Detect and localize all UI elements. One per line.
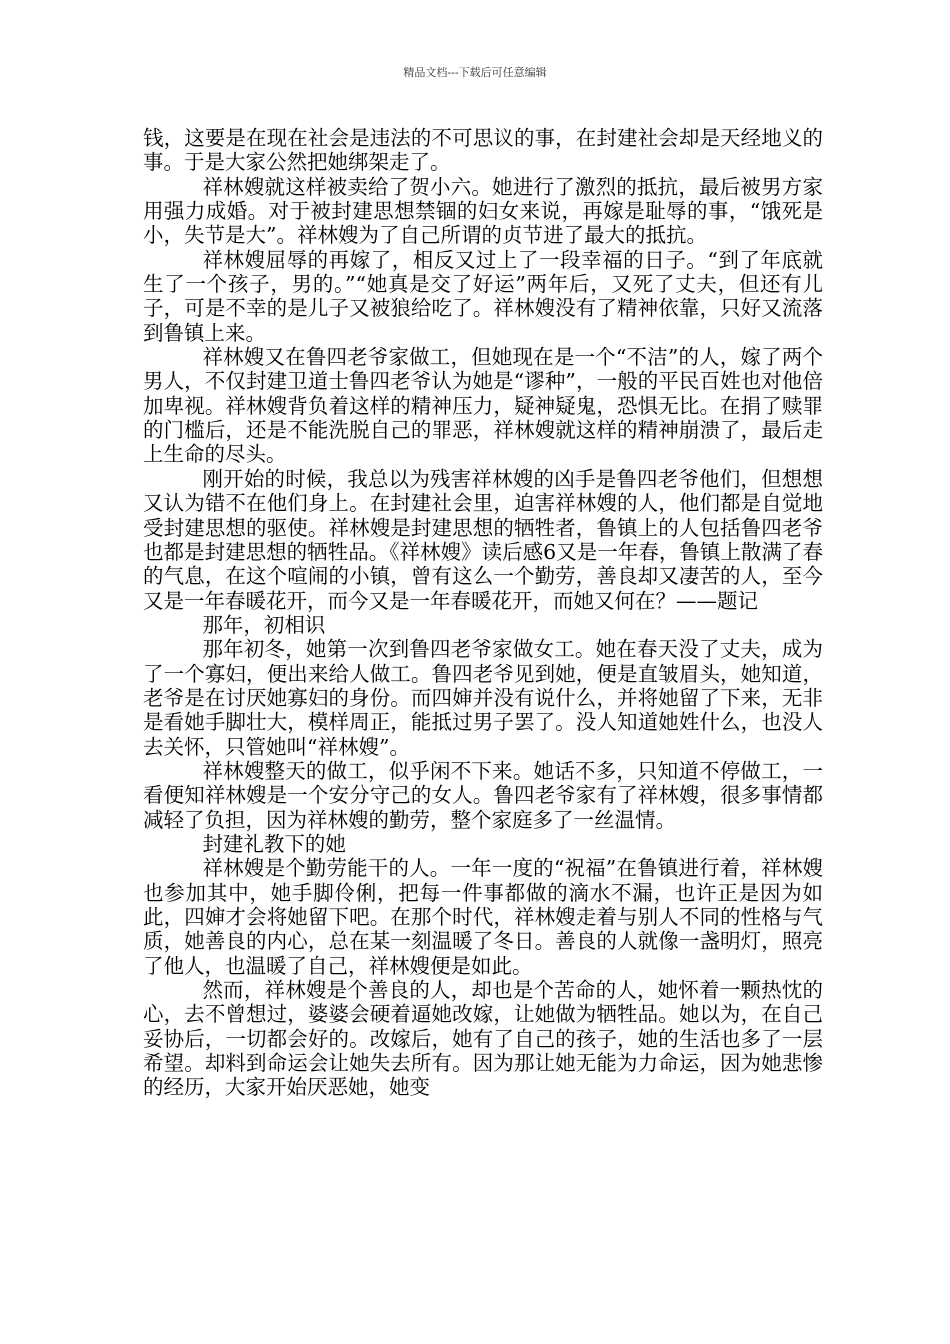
- section-heading: 那年，初相识: [202, 612, 326, 637]
- document-body: [143, 126, 823, 1100]
- paragraph: 那年初冬，她第一次到鲁四老爷家做女工。她在春天没了丈夫，成为了一个寡妇，便出来给人做工。鲁四老爷见到她，便是直皱眉头，她知道，老爷是在讨厌她寡妇的身份。而四婶并没有说什么，并将她留了下来，无非是看她手脚壮大，模样周正，能抵过男子罢了。没人知道她姓什么，也没人去关怀，只管她叫“祥林嫂”。: [143, 637, 823, 759]
- page-header: 精品文档---下载后可任意编辑: [403, 66, 547, 79]
- section-heading: 封建礼教下的她: [202, 831, 346, 856]
- paragraph: 祥林嫂整天的做工，似乎闲不下来。她话不多，只知道不停做工，一看便知祥林嫂是一个安分守己的女人。鲁四老爷家有了祥林嫂，很多事情都减轻了负担，因为祥林嫂的勤劳，整个家庭多了一丝温情。: [143, 758, 823, 832]
- paragraph: 祥林嫂屈辱的再嫁了，相反又过上了一段幸福的日子。“到了年底就生了一个孩子，男的。”“她真是交了好运”两年后，又死了丈夫，但还有儿子，可是不幸的是儿子又被狼给吃了。祥林嫂没有了精神依靠，只好又流落到鲁镇上来。: [143, 247, 823, 345]
- paragraph: 钱，这要是在现在社会是违法的不可思议的事，在封建社会却是天经地义的事。于是大家公然把她绑架走了。: [143, 126, 823, 175]
- paragraph: 刚开始的时候，我总以为残害祥林嫂的凶手是鲁四老爷他们，但想想又认为错不在他们身上。在封建社会里，迫害祥林嫂的人，他们都是自觉地受封建思想的驱使。祥林嫂是封建思想的牺牲者，鲁镇上的人包括鲁四老爷也都是封建思想的牺牲品。《祥林嫂》读后感6又是一年春，鲁镇上散满了春的气息，在这个喧闹的小镇，曾有这么一个勤劳，善良却又凄苦的人，至今又是一年春暖花开，而今又是一年春暖花开，而她又何在？——题记: [143, 466, 823, 613]
- paragraph: 然而，祥林嫂是个善良的人，却也是个苦命的人，她怀着一颗热忱的心，去不曾想过，婆婆会硬着逼她改嫁，让她做为牺牲品。她以为，在自己妥协后，一切都会好的。改嫁后，她有了自己的孩子，她的生活也多了一层希望。却料到命运会让她失去所有。因为那让她无能为力命运，因为她悲惨的经历，大家开始厌恶她，她变: [143, 978, 823, 1100]
- paragraph: 祥林嫂又在鲁四老爷家做工，但她现在是一个“不洁”的人，嫁了两个男人，不仅封建卫道士鲁四老爷认为她是“谬种”，一般的平民百姓也对他倍加卑视。祥林嫂背负着这样的精神压力，疑神疑鬼，恐惧无比。在捐了赎罪的门槛后，还是不能洗脱自己的罪恶，祥林嫂就这样的精神崩溃了，最后走上生命的尽头。: [143, 345, 823, 467]
- paragraph: 祥林嫂是个勤劳能干的人。一年一度的“祝福”在鲁镇进行着，祥林嫂也参加其中，她手脚伶俐，把每一件事都做的滴水不漏，也许正是因为如此，四婶才会将她留下吧。在那个时代，祥林嫂走着与别人不同的性格与气质，她善良的内心，总在某一刻温暖了冬日。善良的人就像一盏明灯，照亮了他人，也温暖了自己，祥林嫂便是如此。: [143, 856, 823, 978]
- paragraph: 祥林嫂就这样被卖给了贺小六。她进行了激烈的抵抗，最后被男方家用强力成婚。对于被封建思想禁锢的妇女来说，再嫁是耻辱的事，“饿死是小，失节是大”。祥林嫂为了自己所谓的贞节进了最大的抵抗。: [143, 174, 823, 248]
